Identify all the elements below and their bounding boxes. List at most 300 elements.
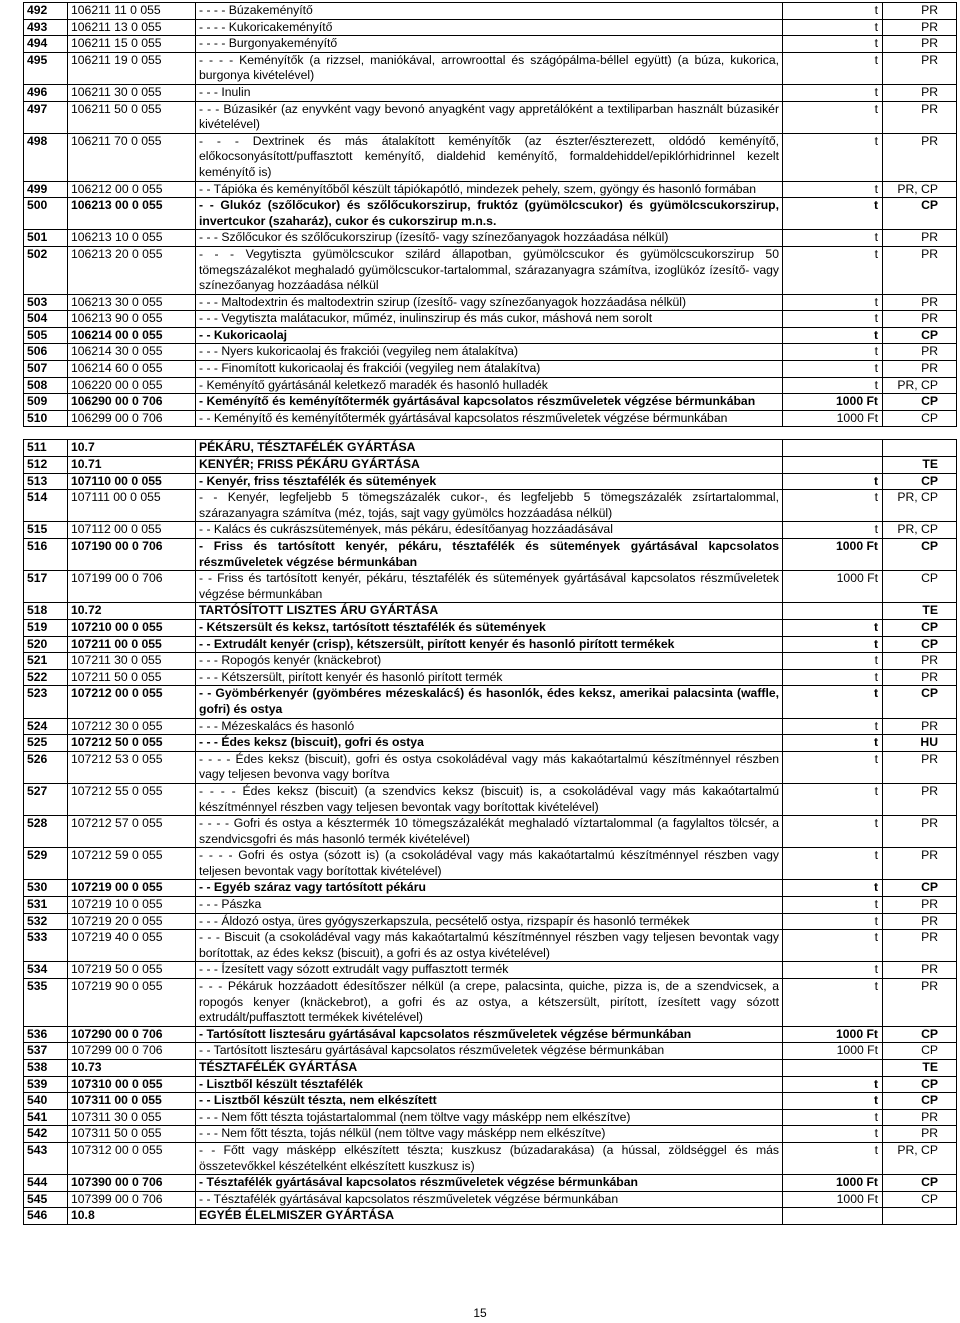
- table-row: [24, 718, 957, 735]
- item-code: 107212 59 0 055: [68, 848, 196, 880]
- item-code: 106211 70 0 055: [68, 133, 196, 181]
- item-code: 107212 50 0 055: [68, 735, 196, 752]
- row-number: 543: [24, 1142, 68, 1174]
- unit: t: [783, 311, 883, 328]
- table-row: [24, 181, 957, 198]
- row-number: 495: [24, 52, 68, 84]
- unit: t: [783, 735, 883, 752]
- item-description: - - - - Édes keksz (biscuit) (a szendvics keksz (biscuit) is, a csokoládéval vagy más kakaótartalmú készítménnyel részben vagy teljesen bevontak vagy borítottak kivételével): [196, 783, 783, 815]
- survey-type: CP: [883, 880, 957, 897]
- unit: t: [783, 619, 883, 636]
- row-number: 503: [24, 294, 68, 311]
- table-row: [24, 522, 957, 539]
- unit: t: [783, 52, 883, 84]
- survey-type: TE: [883, 603, 957, 620]
- item-description: - Kenyér, friss tésztafélék és sütemények: [196, 473, 783, 490]
- survey-type: TE: [883, 457, 957, 474]
- item-description: TARTÓSÍTOTT LISZTES ÁRU GYÁRTÁSA: [196, 603, 783, 620]
- item-description: - - - Pászka: [196, 897, 783, 914]
- unit: t: [783, 36, 883, 53]
- survey-type: PR: [883, 979, 957, 1027]
- row-number: 523: [24, 686, 68, 718]
- unit: t: [783, 101, 883, 133]
- item-code: 107212 00 0 055: [68, 686, 196, 718]
- unit: t: [783, 962, 883, 979]
- item-description: - - - - Keményítők (a rizzsel, maniókával, arrowroottal és szágópálma-béllel együtt) (a búza, kukorica, burgonya kivételével): [196, 52, 783, 84]
- item-code: 107212 53 0 055: [68, 751, 196, 783]
- unit: t: [783, 344, 883, 361]
- table-row: [24, 539, 957, 571]
- item-code: 107110 00 0 055: [68, 473, 196, 490]
- row-number: 508: [24, 377, 68, 394]
- item-description: - - - - Édes keksz (biscuit), gofri és ostya csokoládéval vagy más kakaótartalmú készítménnyel részben vagy teljesen bevonva vagy borítva: [196, 751, 783, 783]
- item-description: - - - Búzasikér (az enyvként vagy bevonó anyagként vagy appretálóként a textiliparban használt búzasikér kivételével): [196, 101, 783, 133]
- item-code: 107211 00 0 055: [68, 636, 196, 653]
- item-description: - - - Vegytiszta malátacukor, műméz, inulinszirup és más cukor, máshová nem sorolt: [196, 311, 783, 328]
- item-description: - Keményítő és keményítőtermék gyártásával kapcsolatos részműveletek végzése bérmunkában: [196, 394, 783, 411]
- survey-type: CP: [883, 1093, 957, 1110]
- unit: t: [783, 230, 883, 247]
- item-code: 107399 00 0 706: [68, 1191, 196, 1208]
- row-number: 517: [24, 571, 68, 603]
- unit: t: [783, 294, 883, 311]
- unit: t: [783, 751, 883, 783]
- row-number: 536: [24, 1026, 68, 1043]
- unit: t: [783, 930, 883, 962]
- table-row: [24, 490, 957, 522]
- table-row: [24, 294, 957, 311]
- table-row: [24, 246, 957, 294]
- row-number: 522: [24, 669, 68, 686]
- survey-type: PR: [883, 19, 957, 36]
- table-row: [24, 84, 957, 101]
- table-row: [24, 930, 957, 962]
- survey-type: PR: [883, 36, 957, 53]
- survey-type: CP: [883, 1043, 957, 1060]
- item-description: - - - Áldozó ostya, üres gyógyszerkapszula, pecsételő ostya, rizspapír és hasonló termékek: [196, 913, 783, 930]
- row-number: 504: [24, 311, 68, 328]
- unit: [783, 427, 883, 440]
- row-number: 512: [24, 457, 68, 474]
- item-code: [68, 427, 196, 440]
- survey-type: PR: [883, 848, 957, 880]
- table-row: [24, 619, 957, 636]
- row-number: 494: [24, 36, 68, 53]
- item-code: 107311 50 0 055: [68, 1126, 196, 1143]
- item-code: 107212 30 0 055: [68, 718, 196, 735]
- survey-type: PR: [883, 816, 957, 848]
- table-row: [24, 1208, 957, 1225]
- item-code: 106214 00 0 055: [68, 327, 196, 344]
- item-code: 107219 20 0 055: [68, 913, 196, 930]
- survey-type: PR, CP: [883, 522, 957, 539]
- survey-type: PR: [883, 3, 957, 20]
- table-row: [24, 1076, 957, 1093]
- table-row: [24, 1093, 957, 1110]
- row-number: 531: [24, 897, 68, 914]
- item-description: TÉSZTAFÉLÉK GYÁRTÁSA: [196, 1060, 783, 1077]
- unit: 1000 Ft: [783, 571, 883, 603]
- item-description: - - - Inulin: [196, 84, 783, 101]
- row-number: 515: [24, 522, 68, 539]
- survey-type: CP: [883, 686, 957, 718]
- item-code: 10.8: [68, 1208, 196, 1225]
- row-number: 541: [24, 1109, 68, 1126]
- survey-type: CP: [883, 198, 957, 230]
- row-number: 545: [24, 1191, 68, 1208]
- item-description: - - Tartósított lisztesáru gyártásával kapcsolatos részműveletek végzése bérmunkában: [196, 1043, 783, 1060]
- unit: 1000 Ft: [783, 1043, 883, 1060]
- row-number: 511: [24, 440, 68, 457]
- table-row: [24, 1175, 957, 1192]
- row-number: 519: [24, 619, 68, 636]
- table-row: [24, 377, 957, 394]
- item-description: EGYÉB ÉLELMISZER GYÁRTÁSA: [196, 1208, 783, 1225]
- table-row: [24, 913, 957, 930]
- row-number: 516: [24, 539, 68, 571]
- item-code: 107211 50 0 055: [68, 669, 196, 686]
- item-code: 107212 55 0 055: [68, 783, 196, 815]
- row-number: 535: [24, 979, 68, 1027]
- table-spacer-row: [24, 427, 957, 440]
- table-row: [24, 327, 957, 344]
- row-number: 509: [24, 394, 68, 411]
- row-number: 539: [24, 1076, 68, 1093]
- item-description: - - Keményítő és keményítőtermék gyártásával kapcsolatos részműveletek végzése bérmunkában: [196, 410, 783, 427]
- survey-type: CP: [883, 327, 957, 344]
- unit: t: [783, 1142, 883, 1174]
- item-description: - - - Finomított kukoricaolaj és frakciói (vegyileg nem átalakítva): [196, 361, 783, 378]
- item-description: - - Tápióka és keményítőből készült tápiókapótló, mindezek pehely, szem, gyöngy és hasonló formában: [196, 181, 783, 198]
- unit: 1000 Ft: [783, 1191, 883, 1208]
- row-number: 496: [24, 84, 68, 101]
- item-description: - - - - Burgonyakeményítő: [196, 36, 783, 53]
- row-number: 521: [24, 653, 68, 670]
- survey-type: PR: [883, 962, 957, 979]
- unit: t: [783, 897, 883, 914]
- unit: [783, 603, 883, 620]
- survey-type: PR: [883, 230, 957, 247]
- unit: t: [783, 669, 883, 686]
- item-description: - - Extrudált kenyér (crisp), kétszersült, pirított kenyér és hasonló pirított termékek: [196, 636, 783, 653]
- survey-type: PR, CP: [883, 490, 957, 522]
- table-row: [24, 1142, 957, 1174]
- unit: t: [783, 686, 883, 718]
- table-row: [24, 686, 957, 718]
- unit: t: [783, 1093, 883, 1110]
- survey-type: PR: [883, 653, 957, 670]
- item-description: - Tésztafélék gyártásával kapcsolatos részműveletek végzése bérmunkában: [196, 1175, 783, 1192]
- unit: t: [783, 816, 883, 848]
- item-code: 106211 50 0 055: [68, 101, 196, 133]
- item-description: - - Glukóz (szőlőcukor) és szőlőcukorszirup, fruktóz (gyümölcscukor) és gyümölcscukorszirup, invertcukor (szaharáz), cukor és cukorszirup m.n.s.: [196, 198, 783, 230]
- survey-type: PR: [883, 133, 957, 181]
- item-code: 107219 50 0 055: [68, 962, 196, 979]
- survey-type: PR: [883, 1126, 957, 1143]
- survey-type: CP: [883, 539, 957, 571]
- survey-type: PR: [883, 669, 957, 686]
- item-description: - - - Kétszersült, pirított kenyér és hasonló pirított termék: [196, 669, 783, 686]
- item-description: - - - Nem főtt tészta, tojás nélkül (nem töltve vagy másképp nem elkészítve): [196, 1126, 783, 1143]
- table-row: [24, 457, 957, 474]
- item-description: - Tartósított lisztesáru gyártásával kapcsolatos részműveletek végzése bérmunkában: [196, 1026, 783, 1043]
- row-number: 529: [24, 848, 68, 880]
- row-number: 506: [24, 344, 68, 361]
- table-row: [24, 52, 957, 84]
- unit: [783, 457, 883, 474]
- table-row: [24, 344, 957, 361]
- item-code: 107219 00 0 055: [68, 880, 196, 897]
- row-number: 499: [24, 181, 68, 198]
- table-row: [24, 440, 957, 457]
- unit: 1000 Ft: [783, 394, 883, 411]
- row-number: 526: [24, 751, 68, 783]
- table-row: [24, 783, 957, 815]
- table-row: [24, 962, 957, 979]
- table-row: [24, 198, 957, 230]
- unit: t: [783, 473, 883, 490]
- survey-type: CP: [883, 1175, 957, 1192]
- item-code: 106290 00 0 706: [68, 394, 196, 411]
- item-description: - - - Édes keksz (biscuit), gofri és ostya: [196, 735, 783, 752]
- unit: t: [783, 848, 883, 880]
- item-code: 106211 11 0 055: [68, 3, 196, 20]
- unit: t: [783, 246, 883, 294]
- item-description: - - - Vegytiszta gyümölcscukor szilárd állapotban, gyümölcscukor és gyümölcscukorszirup 50 tömegszázalékot meghaladó gyümölcscukor-tartalommal, szárazanyagra számítva, izoglükóz ízesítő- vagy színezőanyag hozzáadása nélkül: [196, 246, 783, 294]
- row-number: 498: [24, 133, 68, 181]
- survey-type: CP: [883, 1191, 957, 1208]
- survey-type: [883, 440, 957, 457]
- item-description: - - Főtt vagy másképp elkészített tészta; kuszkusz (búzadarakása) (a hússal, zöldséggel és más összetevőkkel készételként elkészített kuszkusz is): [196, 1142, 783, 1174]
- table-row: [24, 230, 957, 247]
- table-row: [24, 1109, 957, 1126]
- table-row: [24, 1191, 957, 1208]
- item-code: 107199 00 0 706: [68, 571, 196, 603]
- item-description: - - - - Gofri és ostya (sózott is) (a csokoládéval vagy más kakaótartalmú készítménnyel részben vagy teljesen bevontak vagy borítottak kivételével): [196, 848, 783, 880]
- item-code: 106212 00 0 055: [68, 181, 196, 198]
- unit: t: [783, 783, 883, 815]
- table-row: [24, 669, 957, 686]
- item-code: 106213 30 0 055: [68, 294, 196, 311]
- survey-type: HU: [883, 735, 957, 752]
- survey-type: PR: [883, 783, 957, 815]
- unit: t: [783, 490, 883, 522]
- item-description: - - - Biscuit (a csokoládéval vagy más kakaótartalmú készítménnyel részben vagy teljesen bevontak vagy borítottak, az édes keksz (biscuit), a gofri és az ostya kivételével): [196, 930, 783, 962]
- unit: t: [783, 636, 883, 653]
- item-description: KENYÉR; FRISS PÉKÁRU GYÁRTÁSA: [196, 457, 783, 474]
- unit: 1000 Ft: [783, 1026, 883, 1043]
- table-row: [24, 897, 957, 914]
- survey-type: PR, CP: [883, 377, 957, 394]
- survey-type: PR: [883, 294, 957, 311]
- survey-type: CP: [883, 410, 957, 427]
- row-number: [24, 427, 68, 440]
- survey-type: PR, CP: [883, 1142, 957, 1174]
- row-number: 524: [24, 718, 68, 735]
- row-number: 538: [24, 1060, 68, 1077]
- item-description: - Keményítő gyártásánál keletkező maradék és hasonló hulladék: [196, 377, 783, 394]
- item-description: - - - - Gofri és ostya a késztermék 10 tömegszázalékát meghaladó víztartalommal (a fagylaltos tölcsér, a szendvicsgofri és más hasonló termék kivételével): [196, 816, 783, 848]
- item-code: 107310 00 0 055: [68, 1076, 196, 1093]
- row-number: 542: [24, 1126, 68, 1143]
- row-number: 497: [24, 101, 68, 133]
- item-code: 106214 60 0 055: [68, 361, 196, 378]
- item-description: - - - Dextrinek és más átalakított keményítők (az észter/észterezett, oldódó keményítő, előkocsonyásított/puffasztott keményítő, dialdehid keményítő, formaldehiddel/epiklórhidrinnel kezelt keményítő is): [196, 133, 783, 181]
- unit: t: [783, 361, 883, 378]
- item-code: 106213 10 0 055: [68, 230, 196, 247]
- item-code: 107210 00 0 055: [68, 619, 196, 636]
- row-number: 544: [24, 1175, 68, 1192]
- unit: 1000 Ft: [783, 410, 883, 427]
- item-description: - - - Maltodextrin és maltodextrin szirup (ízesítő- vagy színezőanyagok hozzáadása nélkül): [196, 294, 783, 311]
- unit: [783, 440, 883, 457]
- item-code: 10.7: [68, 440, 196, 457]
- unit: t: [783, 718, 883, 735]
- item-code: 107219 40 0 055: [68, 930, 196, 962]
- row-number: 502: [24, 246, 68, 294]
- item-description: - - - Szőlőcukor és szőlőcukorszirup (ízesítő- vagy színezőanyagok hozzáadása nélkül): [196, 230, 783, 247]
- unit: t: [783, 377, 883, 394]
- item-description: - - Kenyér, legfeljebb 5 tömegszázalék cukor-, és legfeljebb 5 tömegszázalék zsírtartalommal, szárazanyagra számítva (méz, tojás, sajt vagy gyümölcs hozzáadása nélkül): [196, 490, 783, 522]
- survey-type: CP: [883, 1076, 957, 1093]
- table-row: [24, 816, 957, 848]
- unit: t: [783, 880, 883, 897]
- row-number: 525: [24, 735, 68, 752]
- item-description: [196, 427, 783, 440]
- table-row: [24, 101, 957, 133]
- row-number: 500: [24, 198, 68, 230]
- row-number: 533: [24, 930, 68, 962]
- table-row: [24, 751, 957, 783]
- nomenclature-table: [23, 2, 957, 1225]
- table-row: [24, 361, 957, 378]
- survey-type: CP: [883, 473, 957, 490]
- item-code: 106213 20 0 055: [68, 246, 196, 294]
- survey-type: CP: [883, 394, 957, 411]
- unit: t: [783, 653, 883, 670]
- item-code: 106213 00 0 055: [68, 198, 196, 230]
- item-description: - - - Nem főtt tészta tojástartalommal (nem töltve vagy másképp nem elkészítve): [196, 1109, 783, 1126]
- item-code: 107219 90 0 055: [68, 979, 196, 1027]
- item-description: - - - Ropogós kenyér (knäckebrot): [196, 653, 783, 670]
- survey-type: PR: [883, 246, 957, 294]
- row-number: 501: [24, 230, 68, 247]
- table-row: [24, 3, 957, 20]
- item-code: 106299 00 0 706: [68, 410, 196, 427]
- item-description: - - Egyéb száraz vagy tartósított pékáru: [196, 880, 783, 897]
- item-code: 106213 90 0 055: [68, 311, 196, 328]
- survey-type: PR: [883, 930, 957, 962]
- unit: [783, 1060, 883, 1077]
- unit: t: [783, 84, 883, 101]
- item-description: - - Tésztafélék gyártásával kapcsolatos részműveletek végzése bérmunkában: [196, 1191, 783, 1208]
- row-number: 505: [24, 327, 68, 344]
- row-number: 537: [24, 1043, 68, 1060]
- item-code: 107312 00 0 055: [68, 1142, 196, 1174]
- item-code: 10.73: [68, 1060, 196, 1077]
- row-number: 532: [24, 913, 68, 930]
- item-code: 107112 00 0 055: [68, 522, 196, 539]
- item-code: 106211 30 0 055: [68, 84, 196, 101]
- survey-type: PR: [883, 344, 957, 361]
- survey-type: PR: [883, 718, 957, 735]
- page-number: 15: [473, 1306, 487, 1320]
- item-description: - Kétszersült és keksz, tartósított tésztafélék és sütemények: [196, 619, 783, 636]
- row-number: 513: [24, 473, 68, 490]
- item-description: - - - Mézeskalács és hasonló: [196, 718, 783, 735]
- survey-type: CP: [883, 571, 957, 603]
- unit: t: [783, 3, 883, 20]
- item-code: 106211 13 0 055: [68, 19, 196, 36]
- item-code: 107299 00 0 706: [68, 1043, 196, 1060]
- survey-type: PR: [883, 751, 957, 783]
- survey-type: PR: [883, 84, 957, 101]
- table-row: [24, 636, 957, 653]
- item-code: 107190 00 0 706: [68, 539, 196, 571]
- unit: t: [783, 198, 883, 230]
- unit: t: [783, 522, 883, 539]
- survey-type: PR: [883, 913, 957, 930]
- table-row: [24, 394, 957, 411]
- survey-type: PR: [883, 311, 957, 328]
- row-number: 514: [24, 490, 68, 522]
- row-number: 530: [24, 880, 68, 897]
- survey-type: PR: [883, 361, 957, 378]
- item-description: - - Friss és tartósított kenyér, pékáru, tésztafélék és sütemények gyártásával kapcsolatos részműveletek végzése bérmunkában: [196, 571, 783, 603]
- row-number: 493: [24, 19, 68, 36]
- item-description: - Lisztből készült tésztafélék: [196, 1076, 783, 1093]
- unit: 1000 Ft: [783, 539, 883, 571]
- unit: t: [783, 1126, 883, 1143]
- item-description: - - - Ízesített vagy sózott extrudált vagy puffasztott termék: [196, 962, 783, 979]
- item-description: - - - Pékáruk hozzáadott édesítőszer nélkül (a crepe, palacsinta, quiche, pizza is, de a szendvicsek, a ropogós kenyer (knäckebrot), a gofri és az ostya, a kétszersült, pirított, ízesített vagy sózott extrudált/puffasztott termékek kivételével): [196, 979, 783, 1027]
- item-code: 107290 00 0 706: [68, 1026, 196, 1043]
- unit: t: [783, 1076, 883, 1093]
- survey-type: CP: [883, 636, 957, 653]
- table-row: [24, 880, 957, 897]
- unit: t: [783, 979, 883, 1027]
- item-code: 107212 57 0 055: [68, 816, 196, 848]
- row-number: 520: [24, 636, 68, 653]
- table-row: [24, 311, 957, 328]
- item-description: - - - Nyers kukoricaolaj és frakciói (vegyileg nem átalakítva): [196, 344, 783, 361]
- survey-type: PR: [883, 101, 957, 133]
- item-code: 106211 19 0 055: [68, 52, 196, 84]
- item-code: 107390 00 0 706: [68, 1175, 196, 1192]
- row-number: 546: [24, 1208, 68, 1225]
- survey-type: PR: [883, 52, 957, 84]
- item-description: - - - - Búzakeményítő: [196, 3, 783, 20]
- survey-type: PR, CP: [883, 181, 957, 198]
- item-code: 107311 30 0 055: [68, 1109, 196, 1126]
- survey-type: PR: [883, 1109, 957, 1126]
- item-code: 107311 00 0 055: [68, 1093, 196, 1110]
- item-code: 10.71: [68, 457, 196, 474]
- row-number: 518: [24, 603, 68, 620]
- table-row: [24, 133, 957, 181]
- row-number: 507: [24, 361, 68, 378]
- table-row: [24, 571, 957, 603]
- table-row: [24, 1126, 957, 1143]
- survey-type: CP: [883, 1026, 957, 1043]
- item-description: - - - - Kukoricakeményítő: [196, 19, 783, 36]
- item-code: 107211 30 0 055: [68, 653, 196, 670]
- item-description: - Friss és tartósított kenyér, pékáru, tésztafélék és sütemények gyártásával kapcsolatos részműveletek végzése bérmunkában: [196, 539, 783, 571]
- row-number: 527: [24, 783, 68, 815]
- unit: [783, 1208, 883, 1225]
- survey-type: CP: [883, 619, 957, 636]
- item-description: PÉKÁRU, TÉSZTAFÉLÉK GYÁRTÁSA: [196, 440, 783, 457]
